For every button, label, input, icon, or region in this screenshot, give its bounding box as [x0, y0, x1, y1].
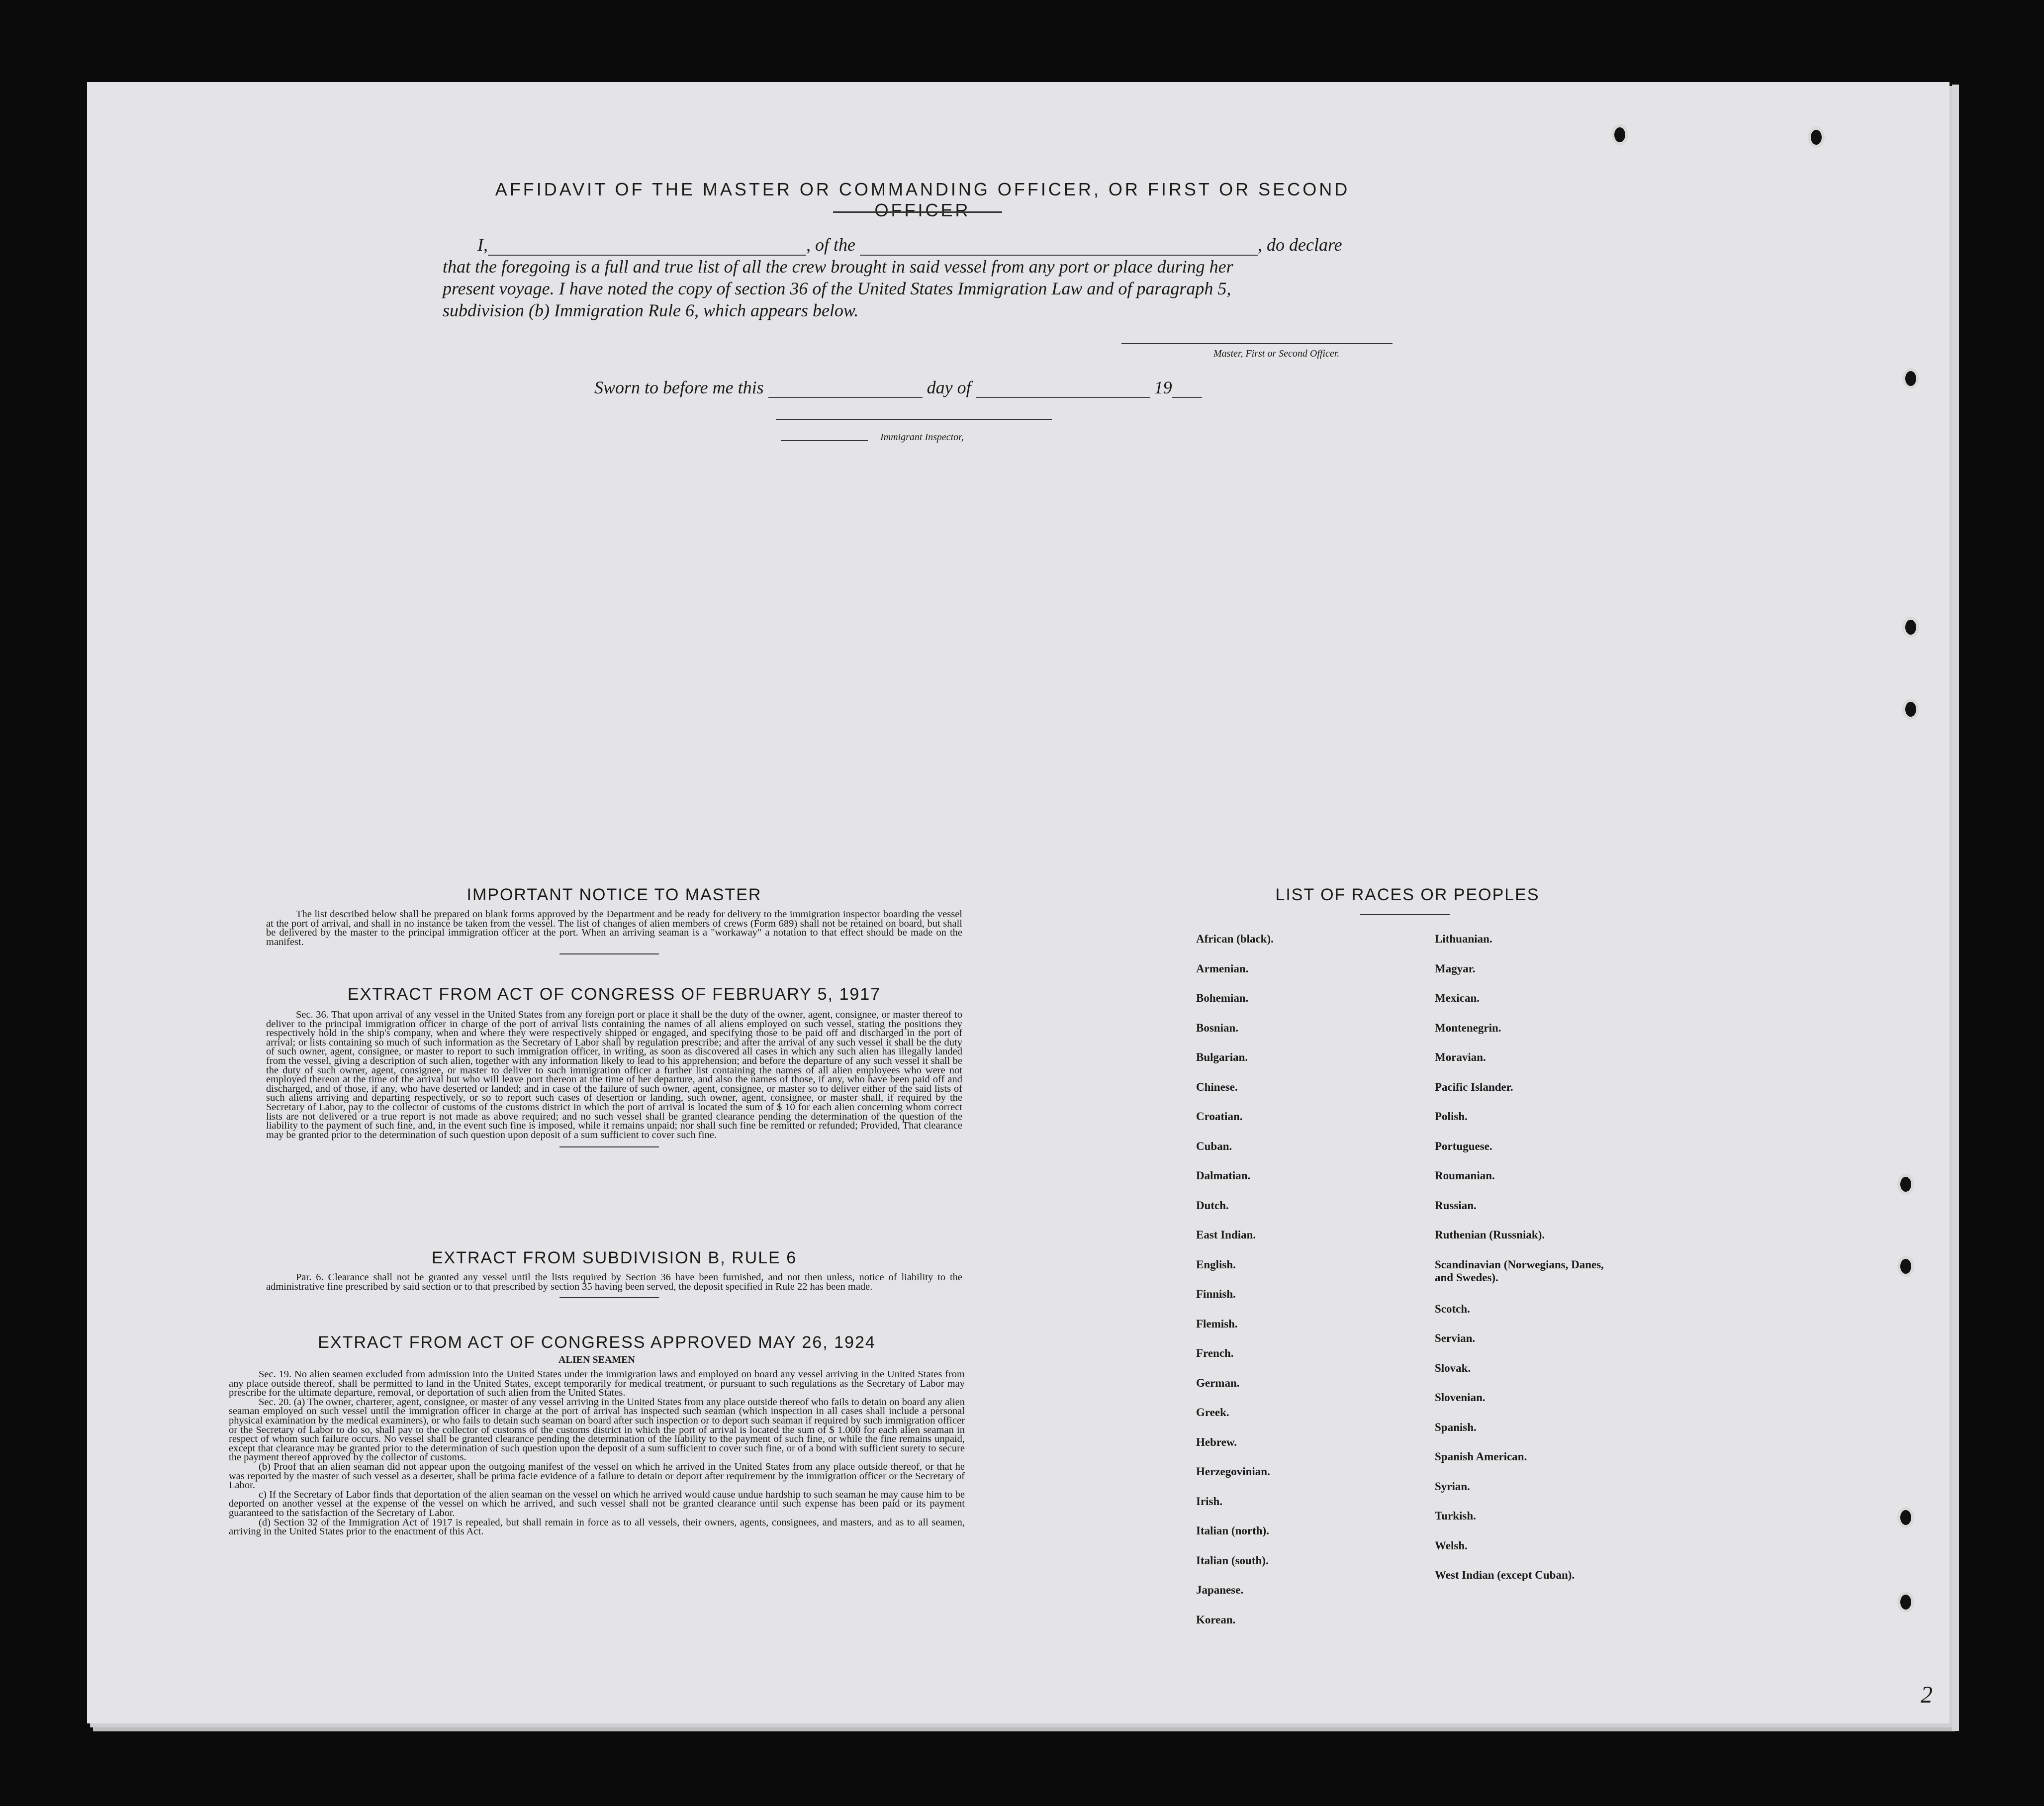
race-item: Syrian. — [1435, 1480, 1470, 1493]
extract-1924-sec20c: c) If the Secretary of Labor finds that deportation of the alien seaman on the vessel on which he arrived would cause undue hardship to such seaman he may cause him to be deported on another vessel at the expense of the vessel on which he arrived, and such vessel shall not be granted clearance until such expense has been paid or its payment guaranteed to the satisfaction of the Secretary of Labor. — [229, 1489, 965, 1519]
extract-1917-section — [266, 985, 962, 1147]
page-edge — [1952, 85, 1959, 1731]
affidavit-of-the: , of the — [806, 235, 855, 255]
race-item: Bohemian. — [1196, 992, 1249, 1004]
race-item: English. — [1196, 1258, 1236, 1271]
race-item: African (black). — [1196, 933, 1274, 945]
affidavit-line-4: subdivision (b) Immigration Rule 6, which appears below. — [443, 300, 859, 320]
affidavit-declare: , do declare — [1257, 235, 1342, 255]
race-item: Pacific Islander. — [1435, 1080, 1513, 1093]
extract-1924-section — [229, 1333, 965, 1536]
race-item: Ruthenian (Russniak). — [1435, 1229, 1545, 1241]
inspector-label: Immigrant Inspector, — [880, 432, 964, 443]
extract-1924-sec20b: (b) Proof that an alien seaman did not appear upon the outgoing manifest of the vessel on which he arrived in the United States from any place outside thereof, or that he was reported by the master of such vessel as a deserter, shall be prima facie evidence of a failure to detain or deport after requirement by the immigration officer or the Secretary of Labor. — [229, 1461, 965, 1491]
race-item: Spanish. — [1435, 1421, 1477, 1433]
race-item: Portuguese. — [1435, 1140, 1492, 1152]
binder-hole — [1611, 124, 1628, 145]
race-item: Finnish. — [1196, 1288, 1236, 1300]
race-item: Japanese. — [1196, 1584, 1244, 1596]
race-item: Scandinavian (Norwegians, Danes, and Swedes). — [1435, 1258, 1604, 1284]
race-item: Russian. — [1435, 1199, 1477, 1212]
name-blank — [488, 240, 806, 256]
binder-hole — [1902, 368, 1919, 389]
races-right-column — [1435, 933, 1624, 1599]
notice-section — [266, 885, 962, 954]
race-item: Servian. — [1435, 1332, 1476, 1344]
race-item: West Indian (except Cuban). — [1435, 1569, 1575, 1581]
race-item: Italian (south). — [1196, 1554, 1269, 1567]
sworn-year-blank — [1172, 382, 1202, 398]
race-item: Lithuanian. — [1435, 933, 1492, 945]
race-item: Magyar. — [1435, 962, 1476, 975]
race-item: Scotch. — [1435, 1302, 1470, 1315]
margin-mark: 2 — [1921, 1682, 1933, 1708]
race-item: Welsh. — [1435, 1539, 1468, 1552]
inspector-signature-line — [776, 419, 1052, 420]
master-signature-label: Master, First or Second Officer. — [1213, 348, 1340, 359]
race-item: Hebrew. — [1196, 1435, 1237, 1448]
binder-hole — [1897, 1507, 1914, 1528]
binder-hole — [1902, 699, 1919, 720]
title-rule — [833, 211, 1002, 213]
race-item: French. — [1196, 1347, 1234, 1359]
extract-rule6-text: Par. 6. Clearance shall not be granted any vessel until the lists required by Section 36 have been furnished, and not then unless, notice of liability to the administrative fine prescribed by said section or to that prescribed by section 35 having been served, the deposit specified in Rule 22 has been made. — [266, 1272, 962, 1292]
sworn-day-blank — [768, 382, 923, 398]
extract-1924-sec19: Sec. 19. No alien seamen excluded from admission into the United States under the immigration laws and employed on board any vessel arriving in the United States from any place outside thereof, shall be permitted to land in the United States, except temporarily for medical treatment, or pursuant to such regulations as the Secretary of Labor may prescribe for the ultimate departure, removal, or deportation of such alien from the United States. — [229, 1369, 965, 1399]
binder-hole — [1897, 1256, 1914, 1277]
race-item: Montenegrin. — [1435, 1021, 1501, 1034]
affidavit-line-2: that the foregoing is a full and true list of all the crew brought in said vessel from any port or place during her — [443, 257, 1233, 277]
affidavit-line-3: present voyage. I have noted the copy of section 36 of the United States Immigration Law and of paragraph 5, — [443, 279, 1231, 298]
race-item: Dutch. — [1196, 1199, 1229, 1212]
day-of-label: day of — [927, 378, 971, 397]
race-item: East Indian. — [1196, 1229, 1256, 1241]
race-item: Armenian. — [1196, 962, 1249, 975]
races-title-rule — [1360, 914, 1450, 915]
race-item: German. — [1196, 1376, 1240, 1389]
inspector-prefix-line — [781, 440, 868, 441]
race-item: Herzegovinian. — [1196, 1465, 1270, 1478]
race-item: Croatian. — [1196, 1110, 1243, 1123]
binder-hole — [1897, 1174, 1914, 1195]
extract-rule6-section — [266, 1248, 962, 1298]
race-item: Bosnian. — [1196, 1021, 1239, 1034]
binder-hole — [1902, 617, 1919, 638]
master-signature-line — [1121, 343, 1393, 344]
binder-hole — [1808, 127, 1825, 148]
extract-1917-title: EXTRACT FROM ACT OF CONGRESS OF FEBRUARY 5, 1917 — [347, 985, 881, 1004]
sworn-label: Sworn to before me this — [594, 378, 764, 397]
race-item: Greek. — [1196, 1406, 1229, 1419]
race-item: Dalmatian. — [1196, 1169, 1251, 1182]
race-item: Roumanian. — [1435, 1169, 1495, 1182]
race-item: Spanish American. — [1435, 1450, 1527, 1463]
affidavit-text — [443, 234, 1397, 321]
extract-1924-sec20a: Sec. 20. (a) The owner, charterer, agent, consignee, or master of any vessel arriving in the United States from any place outside thereof who fails to detain on board any alien seaman employed on such vessel until the immigration officer in charge at the port of arrival has inspected such seaman (which inspection in all cases shall include a personal physical examination by the medical examiners), or who fails to detain such seaman on board after such inspection or to deport such seaman if required by such immigration officer or the Secretary of Labor to do so, shall pay to the collector of customs of the customs district in which the port of arrival is located the sum of $ 1.000 for each alien seaman in respect of whom such failure occurs. No vessel shall be granted clearance pending the determination of the liability to the payment of such fine, or while the fine remains unpaid, except that clearance may be granted prior to the determination of such question upon the deposit of a sum sufficient to cover such fine, or of a bond with sufficient surety to secure the payment thereof approved by the collector of customs. — [229, 1396, 965, 1463]
race-item: Slovak. — [1435, 1361, 1471, 1374]
races-left-column — [1196, 933, 1405, 1643]
extract-1924-title: EXTRACT FROM ACT OF CONGRESS APPROVED MAY 26, 1924 — [318, 1333, 876, 1352]
affidavit-i: I, — [477, 235, 488, 255]
race-item: Turkish. — [1435, 1510, 1476, 1522]
race-item: Bulgarian. — [1196, 1051, 1248, 1063]
races-title: LIST OF RACES OR PEOPLES — [1275, 885, 1540, 904]
year-prefix: 19 — [1154, 378, 1172, 397]
race-item: Cuban. — [1196, 1140, 1232, 1152]
race-item: Moravian. — [1435, 1051, 1486, 1063]
race-item: Polish. — [1435, 1110, 1468, 1123]
race-item: Korean. — [1196, 1613, 1236, 1626]
section-divider — [559, 953, 659, 954]
affidavit-title: AFFIDAVIT OF THE MASTER OR COMMANDING OFFICER, OR FIRST OR SECOND OFFICER — [495, 179, 1350, 220]
extract-1924-sec20d: (d) Section 32 of the Immigration Act of 1917 is repealed, but shall remain in force as to all vessels, their owners, agents, consignees, and masters, and as to all seamen, arriving in the United States prior to the enactment of this Act. — [229, 1517, 965, 1537]
notice-title: IMPORTANT NOTICE TO MASTER — [466, 885, 762, 904]
extract-1917-text: Sec. 36. That upon arrival of any vessel in the United States from any foreign port or place it shall be the duty of the owner, agent, consignee, or master thereof to deliver to the principal immigration officer in charge of the port of arrival lists containing the names of all aliens employed on such vessel, stating the positions they respectively hold in the ship's company, when and where they were respectively shipped or engaged, and specifying those to be paid off and discharged in the port of arrival; or lists containing so much of such information as the Secretary of Labor shall by regulation prescribe; and after the arrival of any such vessel it shall be the duty of such owner, agent, consignee, or master to report to such immigration officer, in writing, as soon as discovered all cases in which any such alien has illegally landed from the vessel, giving a description of such alien, together with any information likely to lead to his apprehension; and before the departure of any such vessel it shall be the duty of such owner, agent, consignee, or master to deliver to such immigration officer a further list containing the names of all alien employees who were not employed thereon at the time of the arrival but who will leave port thereon at the time of her departure, and also the names of those, if any, who have been paid off and discharged, and of those, if any, who have deserted or landed; and in case of the failure of such owner, agent, consignee, or master so to deliver either of the said lists of such aliens arriving and departing respectively, or so to report such cases of desertion or landing, such owner, agent, consignee, or master shall, if required by the Secretary of Labor, pay to the collector of customs of the customs district in which the port of arrival is located the sum of $ 10 for each alien concerning whom correct lists are not delivered or a true report is not made as above required; and no such vessel shall be granted clearance pending the determination of the question of the liability to the payment of such fine, and, in the event such fine is imposed, while it remains unpaid; nor shall such fine be remitted or refunded; Provided, That clearance may be granted prior to the determination of such question upon deposit of a sum sufficient to cover such fine. — [266, 1009, 962, 1141]
race-item: Irish. — [1196, 1495, 1223, 1508]
section-divider — [559, 1297, 659, 1298]
extract-rule6-title: EXTRACT FROM SUBDIVISION B, RULE 6 — [431, 1248, 797, 1267]
vessel-blank — [860, 240, 1258, 256]
notice-text: The list described below shall be prepared on blank forms approved by the Department and be ready for delivery to the immigration inspector boarding the vessel at the port of arrival, and shall in no instance be taken from the vessel. The list of changes of alien members of crews (Form 689) shall not be retained on board, but shall be delivered by the master to the principal immigration officer at the port. When an arriving seaman is a "workaway" a notation to that effect should be made on the manifest. — [266, 909, 962, 948]
race-item: Chinese. — [1196, 1080, 1238, 1093]
sworn-line — [594, 377, 1291, 398]
section-divider — [559, 1146, 659, 1147]
race-item: Slovenian. — [1435, 1391, 1486, 1404]
race-item: Mexican. — [1435, 992, 1480, 1004]
binder-hole — [1897, 1592, 1914, 1613]
sworn-month-blank — [976, 382, 1150, 398]
race-item: Flemish. — [1196, 1317, 1238, 1330]
race-item: Italian (north). — [1196, 1524, 1269, 1537]
extract-1924-subtitle: ALIEN SEAMEN — [558, 1354, 635, 1365]
